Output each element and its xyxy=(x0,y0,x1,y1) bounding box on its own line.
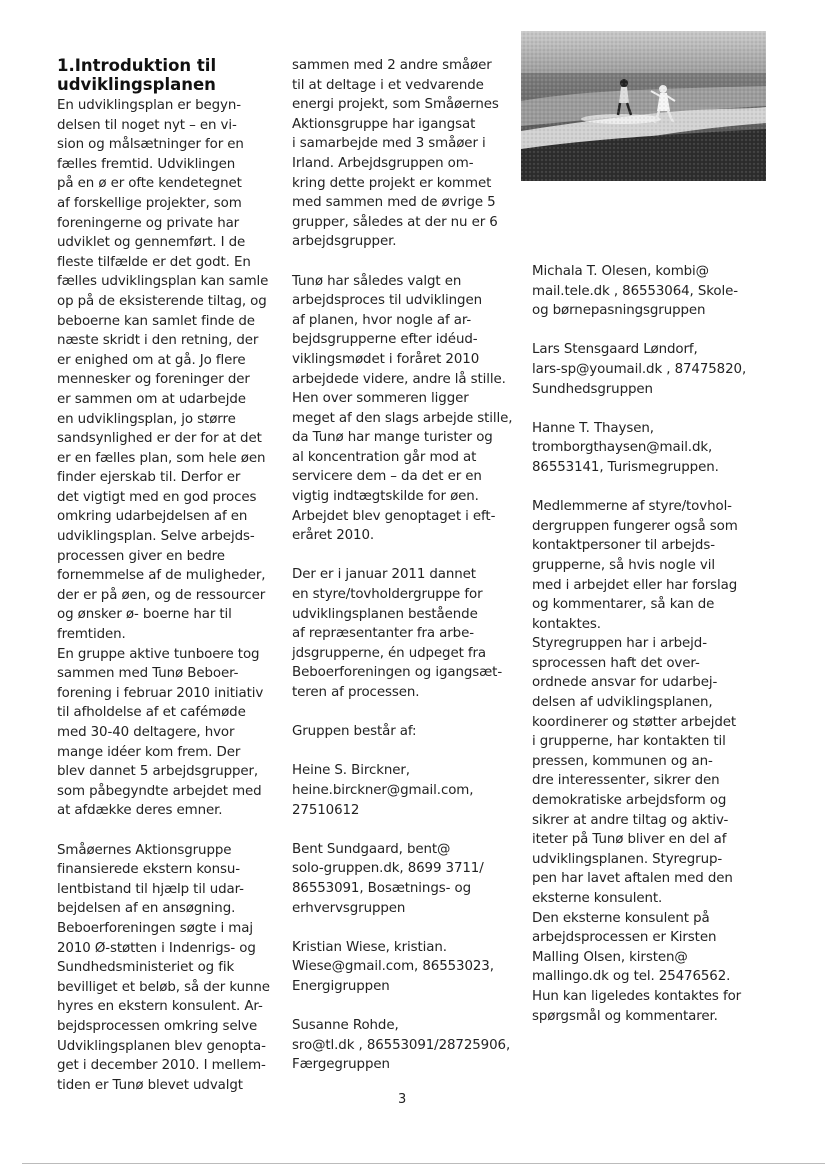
column-left xyxy=(57,56,279,1095)
paragraph: Der er i januar 2011 dannet en styre/tovholdergruppe for udviklingsplanen bestående af repræsentanter fra arbe- jdsgrupperne, én udpeget fra Beboerforeningen og igangsæt- teren af processen. xyxy=(292,567,503,700)
page-number: 3 xyxy=(398,1092,407,1107)
contact-entry: Hanne T. Thaysen, tromborgthaysen@mail.dk, 86553141, Turismegruppen. xyxy=(532,420,719,475)
paragraph: Medlemmerne af styre/tovhol- dergruppen fungerer også som kontaktpersoner til arbejds- grupperne, så hvis nogle vil med i arbejdet eller har forslag og kommentarer, så kan de kontaktes. Styregruppen har i arbejd- sprocessen haft det over- ordnede ansvar for udarbej- delsen af udviklingsplanen, koordinerer og støtter arbejdet i grupperne, har kontakten til pressen, kommunen og an- dre interessenter, sikrer den demokratiske arbejdsform og sikrer at andre tiltag og aktiv- iteter på Tunø bliver en del af udviklingsplanen. Styregrup- pen har lavet aftalen med den eksterne konsulent. Den eksterne konsulent på arbejdsprocessen er Kirsten Malling Olsen, kirsten@ mallingo.dk og tel. 25476562. Hun kan ligeledes kontaktes for spørgsmål og kommentarer. xyxy=(532,499,742,1024)
page-edge-rule xyxy=(22,1163,825,1164)
beach-photo xyxy=(521,31,766,181)
beach-children-image xyxy=(521,31,766,181)
paragraph: Tunø har således valgt en arbejdsproces til udviklingen af planen, hvor nogle af ar- bejdsgrupperne efter idéud- viklingsmødet i foråret 2010 arbejdede videre, andre lå stille. Hen over sommeren ligger meget af den slags arbejde stille, da Tunø har mange turister og al koncentration går mod at servicere dem – da det er en vigtig indtægtskilde for øen. Arbejdet blev genoptaget i eft- eråret 2010. xyxy=(292,273,513,544)
section-heading: 1.Introduktion til udviklingsplanen xyxy=(57,56,217,94)
contact-entry: Michala T. Olesen, kombi@ mail.tele.dk , 86553064, Skole- og børnepasningsgruppen xyxy=(532,264,739,319)
contact-entry: Bent Sundgaard, bent@ solo-gruppen.dk, 8699 3711/ 86553091, Bosætnings- og erhvervsgruppen xyxy=(292,841,484,916)
contact-entry: Heine S. Birckner, heine.birckner@gmail.com, 27510612 xyxy=(292,763,474,818)
contact-entry: Susanne Rohde, sro@tl.dk , 86553091/28725906, Færgegruppen xyxy=(292,1018,511,1073)
paragraph: sammen med 2 andre småøer til at deltage i et vedvarende energi projekt, som Småøernes Aktionsgruppe har igangsat i samarbejde med 3 småøer i Irland. Arbejdsgruppen om- kring dette projekt er kommet med sammen med de øvrige 5 grupper, således at der nu er 6 arbejdsgrupper. xyxy=(292,58,499,250)
group-intro: Gruppen består af: xyxy=(292,724,417,740)
contact-entry: Lars Stensgaard Løndorf, lars-sp@youmail.dk , 87475820, Sundhedsgruppen xyxy=(532,342,747,397)
column-middle xyxy=(292,56,524,1075)
column-right xyxy=(532,262,770,1026)
paragraph: En udviklingsplan er begyn- delsen til noget nyt – en vi- sion og målsætninger for en fælles fremtid. Udviklingen på en ø er ofte kendetegnet af forskellige projekter, som foreningerne og private har udviklet og gennemført. I de fleste tilfælde er det godt. En fælles udviklingsplan kan samle op på de eksisterende tiltag, og beboerne kan samlet finde de næste skridt i den retning, der er enighed om at gå. Jo flere mennesker og foreninger der er sammen om at udarbejde en udviklingsplan, jo større sandsynlighed er der for at det er en fælles plan, som hele øen finder ejerskab til. Derfor er det vigtigt med en god proces omkring udarbejdelsen af en udviklingsplan. Selve arbejds- processen giver en bedre fornemmelse af de muligheder, der er på øen, og de ressourcer og ønsker ø- boerne har til fremtiden. En gruppe aktive tunboere tog sammen med Tunø Beboer- forening i februar 2010 initiativ til afholdelse af et cafémøde med 30-40 deltagere, hvor mange idéer kom frem. Der blev dannet 5 arbejdsgrupper, som påbegyndte arbejdet med at afdække deres emner. xyxy=(57,98,269,819)
paragraph: Småøernes Aktionsgruppe finansierede ekstern konsu- lentbistand til hjælp til udar- bejdelsen af en ansøgning. Beboerforeningen søgte i maj 2010 Ø-støtten i Indenrigs- og Sundhedsministeriet og fik bevilliget et beløb, så der kunne hyres en ekstern konsulent. Ar- bejdsprocessen omkring selve Udviklingsplanen blev genopta- get i december 2010. I mellem- tiden er Tunø blevet udvalgt xyxy=(57,842,270,1093)
contact-entry: Kristian Wiese, kristian. Wiese@gmail.com, 86553023, Energigruppen xyxy=(292,939,494,994)
